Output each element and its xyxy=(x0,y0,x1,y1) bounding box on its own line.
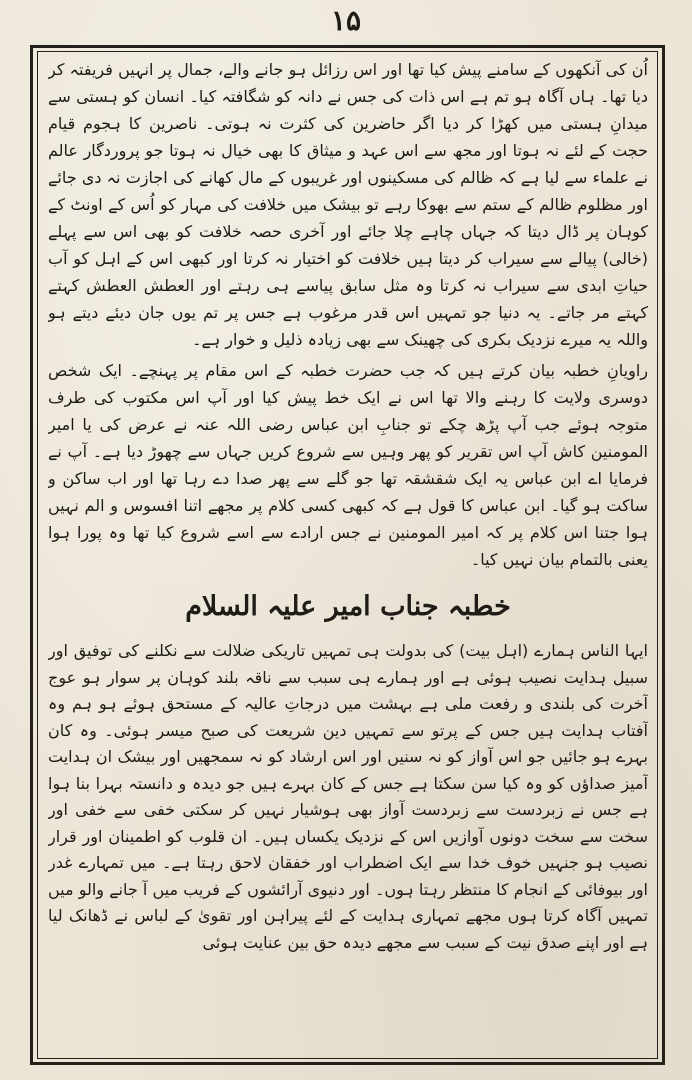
paragraph-2: راویانِ خطبہ بیان کرتے ہیں کہ جب حضرت خطبہ کے اس مقام پر پہنچے۔ ایک شخص دوسری ولایت کا رہنے والا تھا اس نے ایک خط پیش کیا اور آپ اس مکتوب کی طرف متوجہ ہوئے جب آپ پڑھ چکے تو جنابِ ابن عباس رضی اللہ عنہ نے عرض کی یا امیر المومنین کاش آپ اس تقریر کو پھر وہیں سے شروع کریں جہاں سے چھوڑ دیا ہے۔ آپ نے فرمایا اے ابن عباس یہ ایک شقشقہ تھا جو گلے سے پھر صدا دے رہا تھا اور اب ساکن و ساکت ہو گیا۔ ابن عباس کا قول ہے کہ کبھی کسی کلام پر مجھے اتنا افسوس و الم نہیں ہوا جتنا اس کلام پر کہ امیر المومنین نے جس ارادے سے اسے شروع کیا تھا وہ پورا ہوا یعنی بالتمام بیان نہیں کیا۔ xyxy=(48,361,648,569)
page-content xyxy=(48,56,648,1056)
paragraph-1: اُن کی آنکھوں کے سامنے پیش کیا تھا اور اس رزائل ہو جانے والے، جمال پر انہیں فریفتہ کر دیا تھا۔ ہاں آگاہ ہو تم ہے اس ذات کی جس نے دانہ کو شگافتہ کیا۔ انسان کو ہستی سے میدانِ ہستی میں کھڑا کر دیا اگر حاضرین کی کثرت نہ ہوتی۔ ناصرین کا ہجوم قیام حجت کے لئے نہ ہوتا اور مجھ سے اس عہد و میثاق کا بھی خیال نہ ہوتا جو پروردگار عالم نے علماء سے لیا ہے کہ ظالم کی مسکینوں اور غریبوں کے مال کھانے کی اجازت نہ دی جائے اور مظلوم ظالم کے ستم سے بھوکا رہے تو بیشک میں خلافت کی مہار کو اُس کے اونٹ کے کوہان پر ڈال دیتا کہ جہاں چاہے چلا جائے اور آخری حصہ خلافت کو بھی اس سے پہلے (خالی) پیالے سے سیراب کر دیتا ہیں خلافت کو اختیار نہ کرتا اور کبھی اس کے اہل کو آب حیاتِ ابدی سے سیراب نہ کرتا وہ مثل سابق پیاسے ہی رہتے اور العطش العطش کہتے کہتے مر جاتے۔ یہ دنیا جو تمہیں اس قدر مرغوب ہے جس پر تم یوں جان دیئے دیتے ہو واللہ یہ میرے نزدیک بکری کی چھینک سے بھی زیادہ ذلیل و خوار ہے۔ xyxy=(48,60,648,349)
page-number: ۱۵ xyxy=(330,4,362,37)
paragraph-3: ایہا الناس ہمارے (اہل بیت) کی بدولت ہی تمہیں تاریکی ضلالت سے نکلنے کی توفیق اور سبیل ہدایت نصیب ہوئی ہے اور ہمارے ہی سبب سے ناقہ بلند کوہان پر سوار ہو عوج آخرت کی بلندی و رفعت ملی ہے بہشت میں درجاتِ عالیہ کے مستحق ہوئے ہو ہم وہ آفتاب ہدایت ہیں جس کے پرتو سے تمہیں دین شریعت کی صبح میسر ہوئی۔ وہ کان بہرے ہو جائیں جو اس آواز کو نہ سنیں اور اس ارشاد کو نہ سمجھیں اور بیشک ان ہدایت آمیز صداؤں کو وہ کیا سن سکتا ہے جس کے کان بہرے ہیں جو دیدہ و دانستہ بہرا بنا ہوا ہے جس نے زبردست سے زبردست آواز بھی ہوشیار نہیں کر سکتی خفی سے خفی اور سخت سے سخت دونوں آوازیں اس کے نزدیک یکساں ہیں۔ ان قلوب کو اطمینان اور قرار نصیب ہو جنہیں خوف خدا سے ایک اضطراب اور خفقان لاحق رہتا ہے۔ میں تمہارے غدر اور بیوفائی کے انجام کا منتظر رہتا ہوں۔ اور دنیوی آرائشوں کے فریب میں آ جانے والو میں تمہیں آگاہ کرتا ہوں مجھے تمہاری ہدایت کے لئے پیراہن اور تقویٰ کے لباس نے ڈھانک لیا ہے اور اپنے صدق نیت کے سبب سے مجھے دیدہ حق بین عنایت ہوئی xyxy=(48,641,648,952)
section-heading: خطبہ جناب امیر علیہ السلام xyxy=(185,591,511,622)
